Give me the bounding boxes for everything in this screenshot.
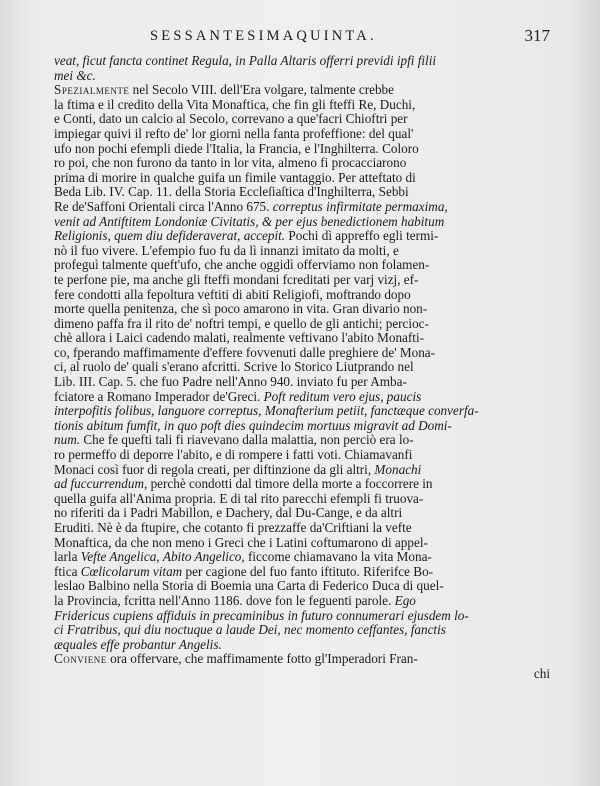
text-line: ci Fratribus, qui diu noctuque a laude Dei, nec momento ceffantes, fanctis	[54, 623, 446, 638]
paragraph-lead: Spezialmente	[54, 83, 130, 98]
text-line: ro permeffo di deporre l'abito, e di rompere i fatti voti. Chiamavanfi	[54, 448, 413, 463]
text-line: mei &c.	[54, 68, 96, 83]
text-line: Beda Lib. IV. Cap. 11. della Storia Eccleſiaſtica d'Inghilterra, Sebbi	[54, 185, 409, 200]
catchword: chi	[533, 665, 550, 681]
text-line: Fridericus cupiens affiduis in precaminibus in futuro connumerari ejusdem lo-	[54, 608, 469, 623]
text-line: impiegar quivi il refto de' lor giorni nella fanta profeffione: del qual'	[54, 126, 414, 141]
text-line: larla Vefte Angelica, Abito Angelico, ficcome chiamavano la vita Mona-	[54, 550, 432, 565]
text-line: nò il fuo vivere. L'efempio fuo fu da lì innanzi imitato da molti, e	[54, 243, 399, 258]
running-title: SESSANTESIMAQUINTA.	[150, 28, 377, 44]
text-line: tionis abitum fumfit, in quo poft dies quindecim mortuus migravit ad Domi-	[54, 418, 452, 433]
text-line: veat, ficut fancta continet Regula, in Palla Altaris offerri previdi ipfi filii	[54, 54, 437, 68]
text-line: chè allora i Laici cadendo malati, realmente veftivano l'abito Monafti-	[54, 331, 425, 346]
text-line: te perfone pie, ma anche gli fteffi mondani fcreditati per varj vizj, ef-	[54, 272, 419, 287]
text-line: fciatore a Romano Imperador de'Greci. Poft reditum vero ejus, paucis	[54, 389, 422, 404]
text-line: dimeno paffa fra il rito de' noftri tempi, e quello de gli antichi; percioc-	[54, 316, 429, 331]
text-line: prima di morire in qualche guifa un fimile vantaggio. Per atteftato di	[54, 170, 416, 185]
text-line: morte quella penitenza, che sì poco amarono in vita. Gran divario non-	[54, 302, 428, 317]
text-line: quella guifa all'Anima propria. E di tal rito parecchi efempli fi truova-	[54, 491, 424, 506]
text-line: interpofitis folibus, languore correptus, Monafterium petiit, fanctæque converfa-	[54, 404, 479, 419]
text-line: ci, al ruolo de' quali s'erano afcritti. Scrive lo Storico Liutprando nel	[54, 360, 414, 375]
paragraph-lead: Conviene	[54, 652, 107, 667]
text-line: Lib. III. Cap. 5. che fuo Padre nell'Anno 940. inviato fu per Amba-	[54, 375, 407, 390]
text-line: Spezialmente nel Secolo VIII. dell'Era volgare, talmente crebbe	[54, 83, 394, 98]
text-line: ufo non pochi efempli diede l'Italia, la Francia, e l'Inghilterra. Coloro	[54, 141, 419, 156]
text-line: Re de'Saffoni Orientali circa l'Anno 675. correptus infirmitate permaxima,	[54, 199, 448, 214]
page-number: 317	[524, 26, 550, 45]
text-line: æquales effe probantur Angelis.	[54, 637, 222, 652]
text-line: Religionis, quem diu defideraverat, accepit. Pochi dì appreffo egli termi-	[54, 229, 439, 244]
text-line: la Provincia, fcritta nell'Anno 1186. dove fon le feguenti parole. Ego	[54, 593, 416, 608]
text-line: venit ad Antiftitem Londoniæ Civitatis, & per ejus benedictionem habitum	[54, 214, 445, 229]
text-line: fere condotti alla fepoltura veftiti di abiti Religiofi, moftrando dopo	[54, 287, 411, 302]
text-line: Monaci così fuor di regola creati, per diftinzione da gli altri, Monachi	[54, 462, 422, 477]
text-line: co, fperando maffimamente d'effere fovvenuti dalle preghiere de' Mona-	[54, 345, 436, 360]
page-header	[150, 28, 550, 52]
text-line: la ftima e il credito della Vita Monaftica, che fin gli fteffi Re, Duchi,	[54, 97, 416, 112]
text-line: profeguì talmente queft'ufo, che anche oggidì offerviamo non folamen-	[54, 258, 430, 273]
text-line: Conviene ora offervare, che maffimamente fotto gl'Imperadori Fran-	[54, 652, 418, 667]
text-line: ro poi, che non furono da tanto in lor vita, almeno fi procacciarono	[54, 156, 407, 171]
body-text	[54, 54, 550, 682]
text-line: e Conti, dato un calcio al Secolo, correvano a que'facri Chioftri per	[54, 112, 408, 127]
text-line: num. Che fe quefti tali fi riavevano dalla malattia, non perciò era lo-	[54, 433, 414, 448]
text-line: Monaftica, da che non meno i Greci che i Latini coftumarono di appel-	[54, 535, 428, 550]
text-line: ad fuccurrendum, perchè condotti dal timore della morte a foccorrere in	[54, 477, 433, 492]
text-line: Eruditi. Nè è da ftupire, che cotanto fi prezzaffe da'Criftiani la vefte	[54, 521, 412, 535]
text-line: leslao Balbino nella Storia di Boemia una Carta di Federico Duca di quel-	[54, 579, 444, 594]
text-line: no riferiti da i Padri Mabillon, e Dachery, dal Du-Cange, e da altri	[54, 506, 403, 521]
text-line: ftica Cœlicolarum vitam per cagione del fuo fanto iftituto. Riferifce Bo-	[54, 564, 434, 579]
